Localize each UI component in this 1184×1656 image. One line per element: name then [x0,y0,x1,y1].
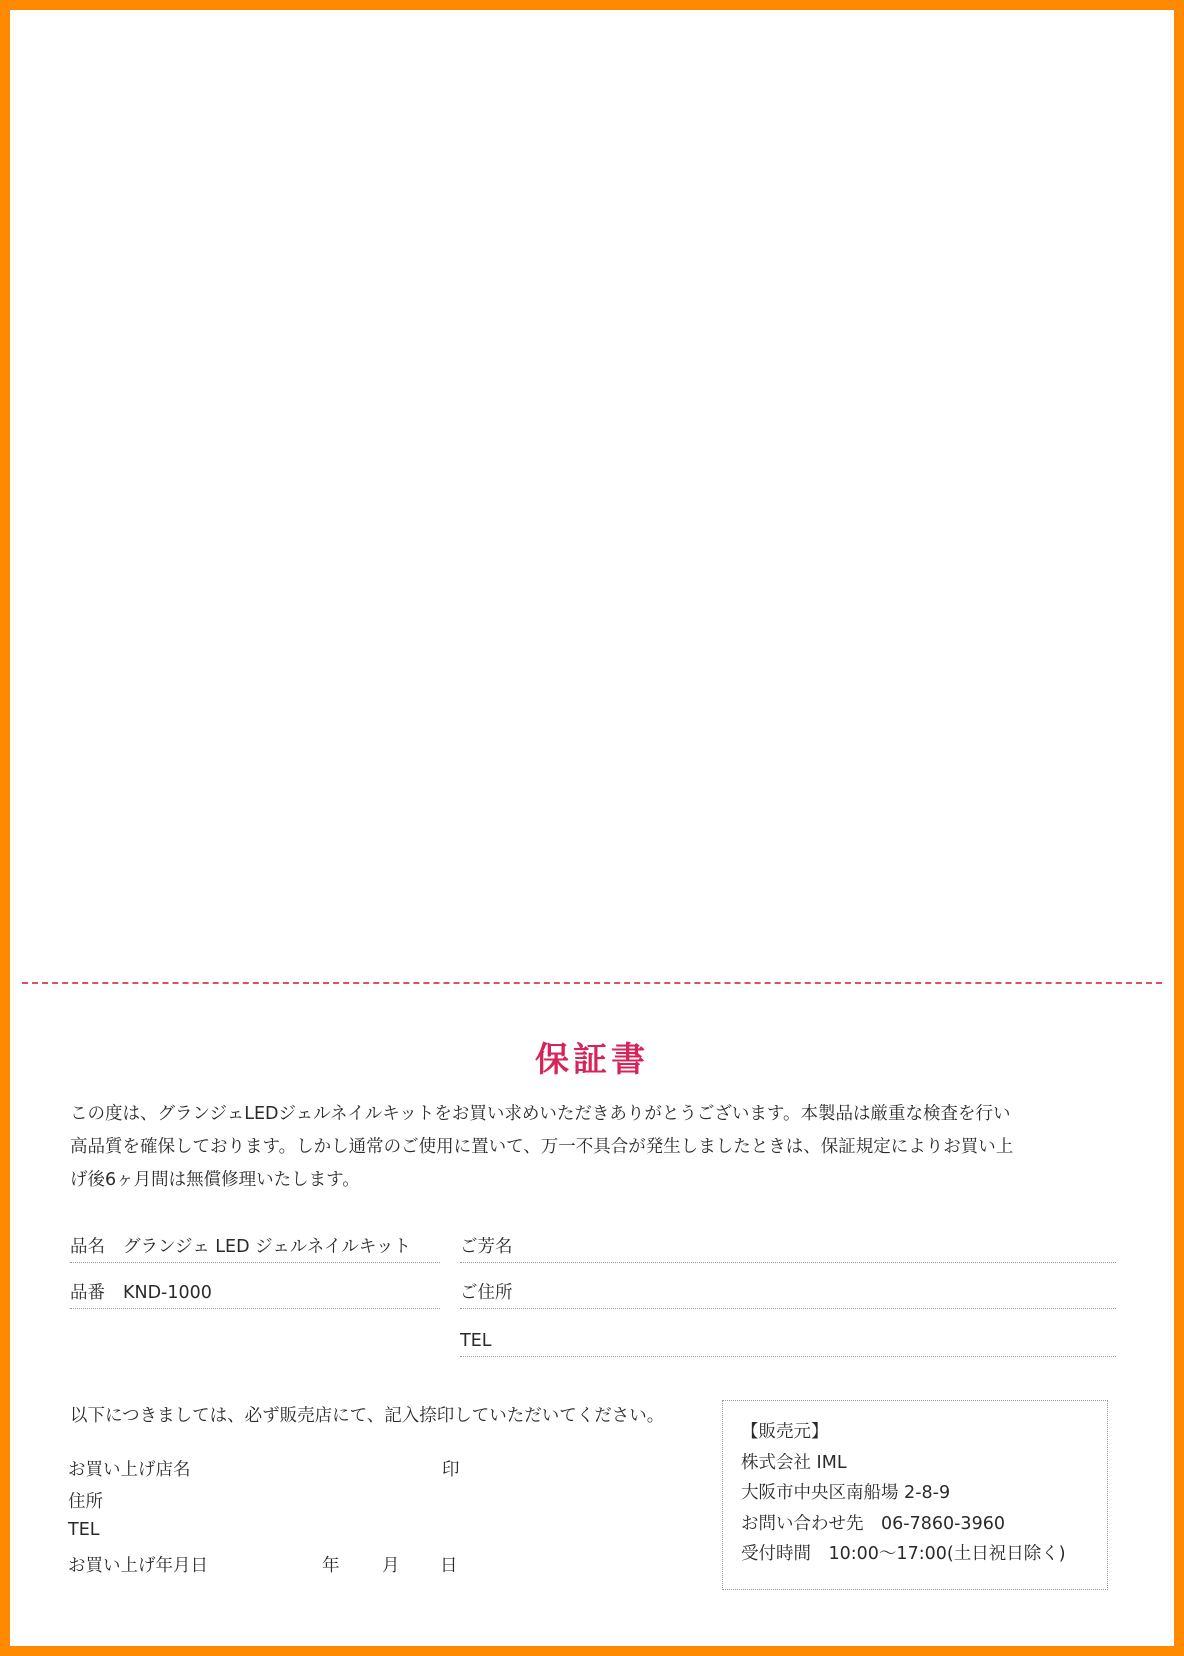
customer-name-field[interactable] [460,1232,1116,1263]
intro-line: 高品質を確保しております。しかし通常のご使用に置いて、万一不具合が発生しましたときは、保証規定によりお買い上 [70,1137,1014,1157]
year-label: 年 [322,1556,340,1576]
customer-name-label: ご芳名 [460,1237,513,1257]
customer-tel-field[interactable] [460,1326,1116,1357]
cut-line [22,982,1162,984]
product-number-value: KND-1000 [123,1283,212,1303]
month-label: 月 [382,1556,400,1576]
seller-box [722,1400,1108,1590]
seller-heading: 【販売元】 [741,1422,829,1442]
product-name-label: 品名 [70,1237,105,1257]
stamp-label: 印 [442,1460,460,1480]
product-number-field [70,1278,440,1309]
store-tel-row[interactable] [68,1520,100,1540]
purchase-date-label: お買い上げ年月日 [68,1556,208,1576]
store-name-label: お買い上げ店名 [68,1460,191,1480]
seller-contact: お問い合わせ先 06-7860-3960 [741,1513,1005,1534]
store-address-label: 住所 [68,1492,103,1512]
warranty-title: 保証書 [535,1040,649,1080]
customer-address-label: ご住所 [460,1283,513,1303]
intro-text [70,1098,1130,1197]
intro-line: げ後6ヶ月間は無償修理いたします。 [70,1170,360,1190]
customer-tel-label: TEL [460,1331,492,1351]
purchase-date-row[interactable] [68,1552,208,1577]
store-address-row[interactable] [68,1488,103,1513]
seller-address: 大阪市中央区南船場 2-8-9 [741,1483,951,1503]
day-label: 日 [440,1556,458,1576]
product-number-label: 品番 [70,1283,105,1303]
store-tel-label: TEL [68,1520,100,1540]
warranty-page [10,10,1174,1646]
product-name-value: グランジェ LED ジェルネイルキット [123,1237,412,1257]
shop-note: 以下につきましては、必ず販売店にて、記入捺印していただいてください。 [70,1406,665,1426]
seller-hours: 受付時間 10:00～17:00(土日祝日除く) [741,1544,1066,1564]
customer-address-field[interactable] [460,1278,1116,1309]
intro-line: この度は、グランジェLEDジェルネイルキットをお買い求めいただきありがとうございます。本製品は厳重な検査を行い [70,1104,1011,1124]
seller-company: 株式会社 IML [741,1452,847,1473]
product-name-field [70,1232,440,1263]
store-name-row[interactable] [68,1456,191,1481]
